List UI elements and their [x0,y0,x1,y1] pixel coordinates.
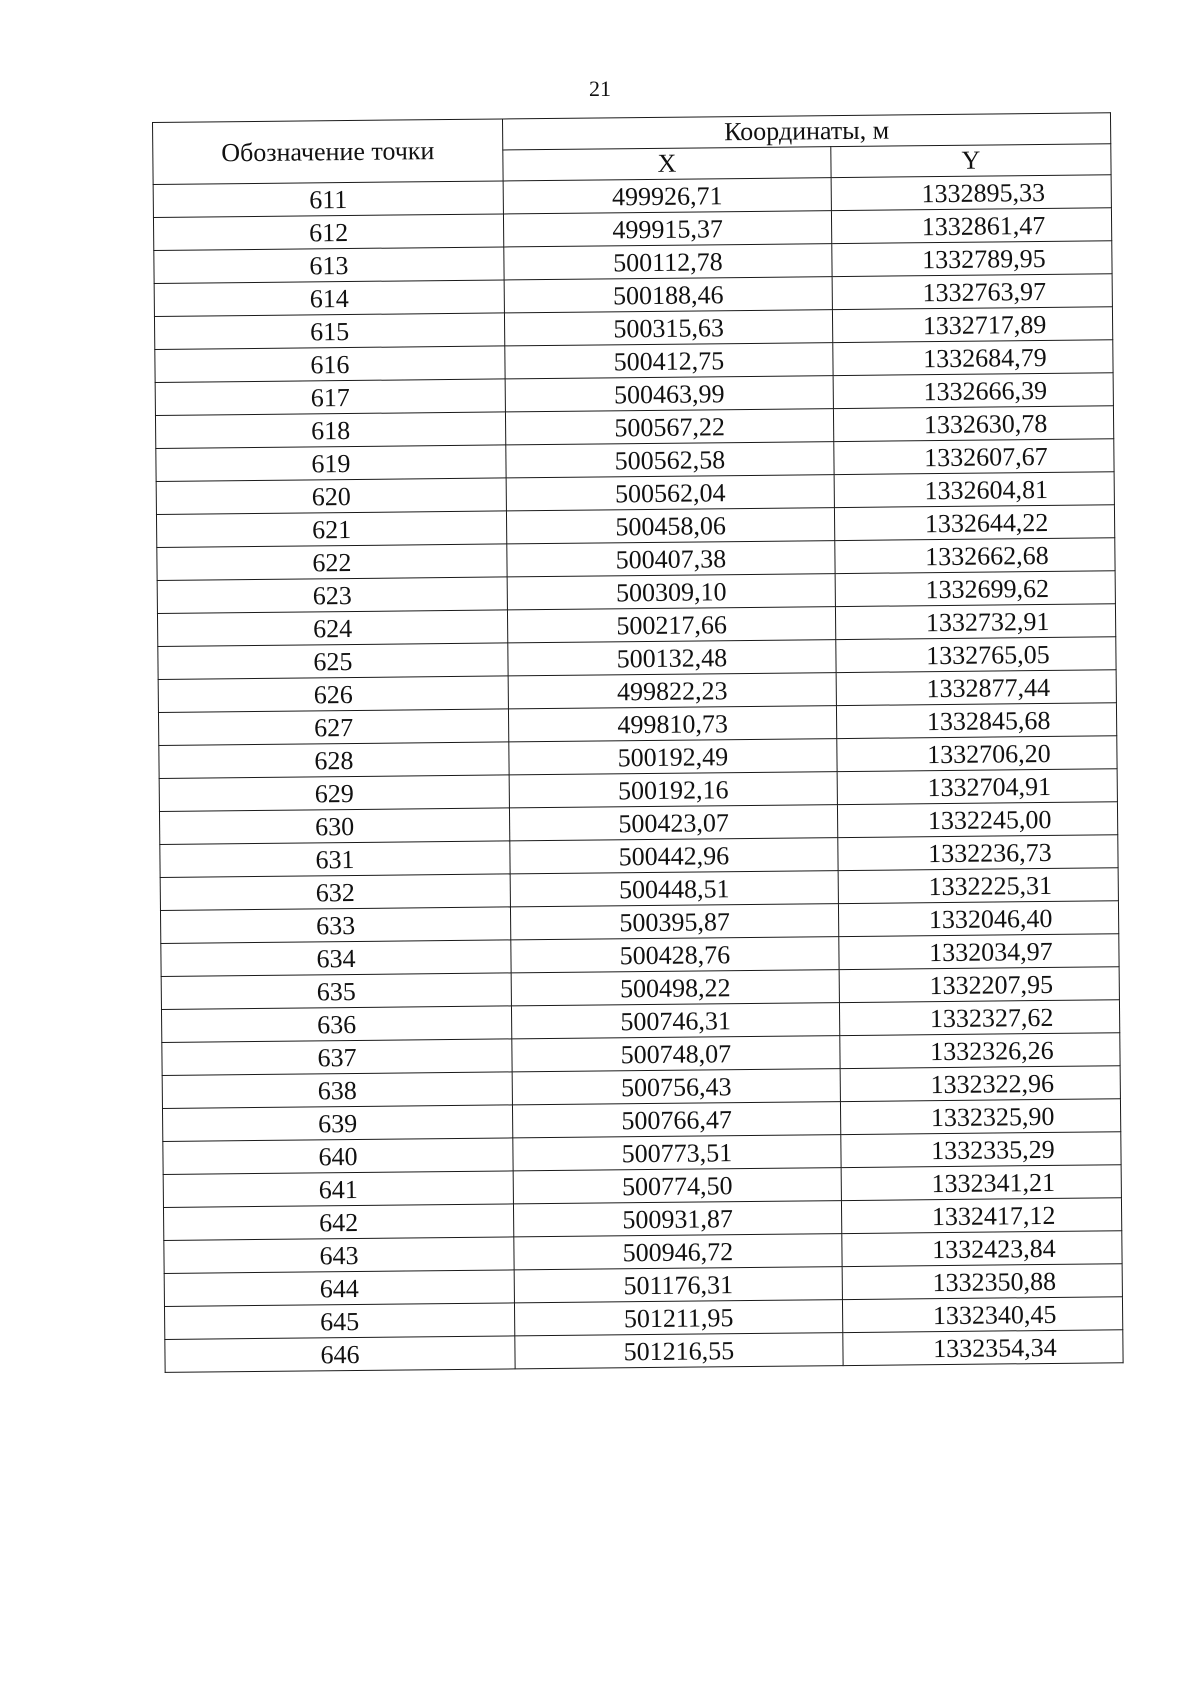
y-cell: 1332765,05 [836,637,1116,673]
y-cell: 1332335,29 [841,1132,1121,1168]
y-cell: 1332684,79 [833,340,1113,376]
point-cell: 620 [156,478,506,515]
x-cell: 501216,55 [515,1333,843,1369]
point-cell: 619 [156,445,506,482]
x-cell: 500442,96 [510,838,838,874]
point-cell: 639 [162,1105,512,1142]
point-cell: 617 [155,379,505,416]
y-cell: 1332236,73 [838,835,1118,871]
x-cell: 500407,38 [507,541,835,577]
point-cell: 646 [165,1336,515,1373]
y-cell: 1332225,31 [838,868,1118,904]
y-cell: 1332845,68 [836,703,1116,739]
x-cell: 500748,07 [512,1036,840,1072]
point-cell: 615 [154,313,504,350]
x-cell: 500428,76 [511,937,839,973]
x-cell: 499915,37 [503,211,831,247]
x-cell: 500458,06 [506,508,834,544]
x-cell: 500567,22 [505,409,833,445]
y-cell: 1332662,68 [835,538,1115,574]
point-cell: 623 [157,577,507,614]
x-cell: 500773,51 [513,1135,841,1171]
y-cell: 1332046,40 [838,901,1118,937]
y-cell: 1332326,26 [840,1033,1120,1069]
point-cell: 640 [163,1138,513,1175]
x-cell: 500395,87 [510,904,838,940]
x-cell: 500746,31 [511,1003,839,1039]
point-cell: 614 [154,280,504,317]
y-cell: 1332340,45 [842,1297,1122,1333]
x-cell: 500315,63 [504,310,832,346]
point-cell: 641 [163,1171,513,1208]
point-cell: 626 [158,676,508,713]
x-cell: 501211,95 [514,1300,842,1336]
x-cell: 499822,23 [508,673,836,709]
point-cell: 612 [153,214,503,251]
x-cell: 500412,75 [505,343,833,379]
y-cell: 1332325,90 [840,1099,1120,1135]
x-cell: 500774,50 [513,1168,841,1204]
x-cell: 499810,73 [508,706,836,742]
y-cell: 1332607,67 [834,439,1114,475]
x-cell: 500448,51 [510,871,838,907]
point-cell: 635 [161,973,511,1010]
point-cell: 621 [156,511,506,548]
point-cell: 624 [157,610,507,647]
y-cell: 1332699,62 [835,571,1115,607]
y-cell: 1332877,44 [836,670,1116,706]
page-number: 21 [589,76,611,101]
header-coordinates: Координаты, м [502,113,1110,150]
x-cell: 500192,16 [509,772,837,808]
y-cell: 1332763,97 [832,274,1112,310]
point-cell: 632 [160,874,510,911]
x-cell: 500188,46 [504,277,832,313]
point-cell: 633 [160,907,510,944]
point-cell: 645 [164,1303,514,1340]
y-cell: 1332895,33 [831,175,1111,211]
point-cell: 613 [154,247,504,284]
y-cell: 1332034,97 [839,934,1119,970]
point-cell: 629 [159,775,509,812]
coordinates-table-wrapper [152,112,1123,1373]
y-cell: 1332423,84 [842,1231,1122,1267]
table-body [153,175,1123,1373]
y-cell: 1332327,62 [839,1000,1119,1036]
y-cell: 1332861,47 [831,208,1111,244]
y-cell: 1332417,12 [841,1198,1121,1234]
point-cell: 644 [164,1270,514,1307]
point-cell: 636 [161,1006,511,1043]
point-cell: 618 [155,412,505,449]
x-cell: 500217,66 [507,607,835,643]
x-cell: 500766,47 [512,1102,840,1138]
header-y: Y [831,144,1111,178]
y-cell: 1332630,78 [833,406,1113,442]
y-cell: 1332341,21 [841,1165,1121,1201]
x-cell: 500423,07 [509,805,837,841]
point-cell: 637 [162,1039,512,1076]
x-cell: 500112,78 [504,244,832,280]
x-cell: 500562,04 [506,475,834,511]
y-cell: 1332245,00 [837,802,1117,838]
y-cell: 1332666,39 [833,373,1113,409]
y-cell: 1332322,96 [840,1066,1120,1102]
header-x: X [503,147,831,181]
point-cell: 630 [159,808,509,845]
point-cell: 631 [160,841,510,878]
x-cell: 500192,49 [509,739,837,775]
point-cell: 622 [157,544,507,581]
x-cell: 500946,72 [514,1234,842,1270]
x-cell: 500931,87 [513,1201,841,1237]
point-cell: 642 [163,1204,513,1241]
point-cell: 634 [161,940,511,977]
point-cell: 638 [162,1072,512,1109]
point-cell: 643 [164,1237,514,1274]
x-cell: 500132,48 [508,640,836,676]
y-cell: 1332789,95 [832,241,1112,277]
header-point-designation: Обозначение точки [153,119,504,185]
x-cell: 500463,99 [505,376,833,412]
y-cell: 1332207,95 [839,967,1119,1003]
x-cell: 501176,31 [514,1267,842,1303]
y-cell: 1332706,20 [837,736,1117,772]
x-cell: 499926,71 [503,178,831,214]
y-cell: 1332354,34 [843,1330,1123,1366]
y-cell: 1332704,91 [837,769,1117,805]
point-cell: 616 [155,346,505,383]
y-cell: 1332644,22 [834,505,1114,541]
y-cell: 1332604,81 [834,472,1114,508]
point-cell: 611 [153,181,503,218]
y-cell: 1332717,89 [832,307,1112,343]
point-cell: 627 [158,709,508,746]
x-cell: 500309,10 [507,574,835,610]
point-cell: 628 [159,742,509,779]
x-cell: 500562,58 [506,442,834,478]
x-cell: 500756,43 [512,1069,840,1105]
y-cell: 1332732,91 [835,604,1115,640]
y-cell: 1332350,88 [842,1264,1122,1300]
point-cell: 625 [158,643,508,680]
x-cell: 500498,22 [511,970,839,1006]
coordinates-table [152,112,1124,1373]
